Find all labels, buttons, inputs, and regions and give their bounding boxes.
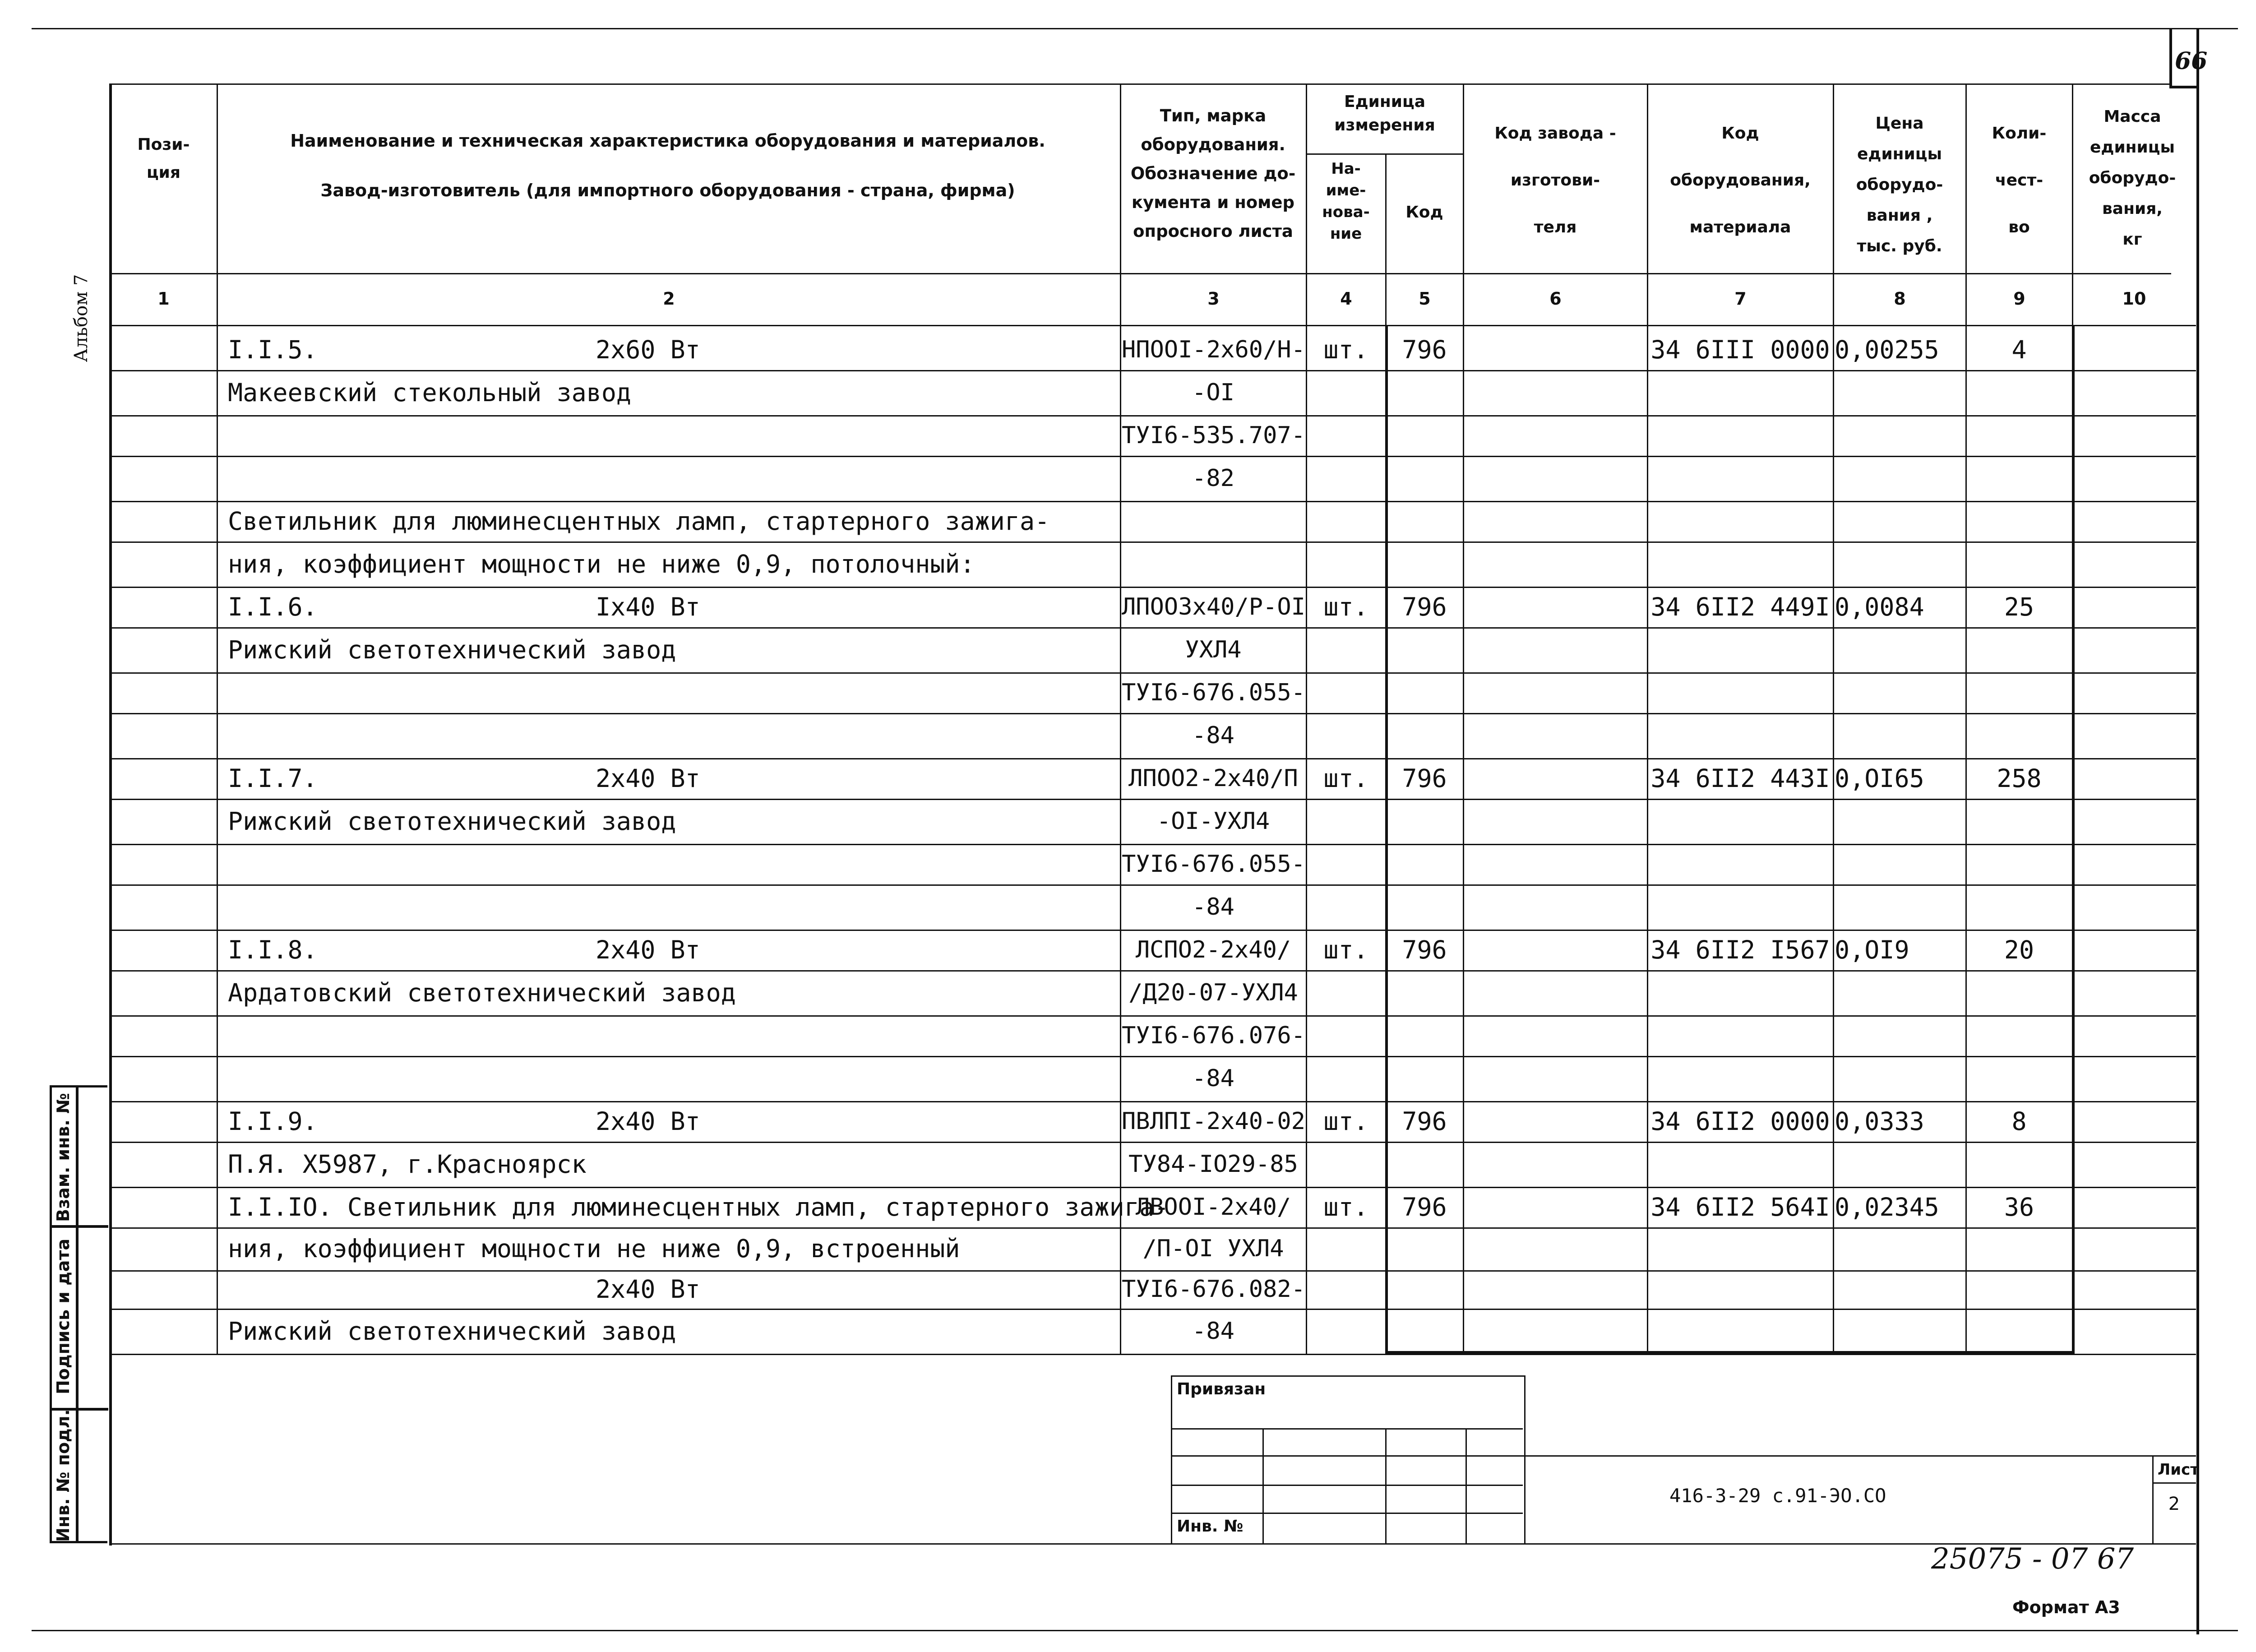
stamp-line-2 [1171,1455,1523,1457]
row-16-c2: Ардатовский светотехнический завод [228,978,736,1007]
stamp-line-1 [1171,1428,1523,1430]
row-3-c3: ТУI6-535.707- [1122,421,1305,449]
row-15-c8: 0,OI9 [1835,935,1909,964]
row-19-c9: 8 [2011,1106,2027,1136]
table-bottom-line [109,1354,2196,1355]
stamp-vline-1 [1262,1428,1264,1543]
row-2-c3: -OI [1192,379,1234,406]
table-top-line [109,83,2171,85]
row-11-c2b: 2х40 Вт [596,764,700,793]
header-unit-code: Код [1405,203,1443,222]
row-24-c2: Рижский светотехнический завод [228,1316,676,1346]
col-line-5 [1463,83,1464,1354]
title-block-line [1523,1455,2196,1457]
row-23-c2b: 2х40 Вт [596,1275,700,1304]
col-number-1: 1 [157,289,170,309]
row-15-c4: шт. [1323,935,1368,964]
stamp-line-4 [1171,1513,1523,1514]
stamp-vline-2 [1385,1428,1387,1543]
header-mass: Масса единицы оборудо- вания, кг [2089,107,2176,249]
col-number-2: 2 [663,289,675,309]
side-signature-date: Подпись и дата [53,1238,73,1394]
col-line-1 [217,83,218,1354]
row-23-c3: ТУI6-676.082- [1122,1276,1305,1303]
header-equipment-code: Код оборудования, материала [1670,124,1811,236]
row-1-c9: 4 [2011,335,2027,364]
paper-format: Формат А3 [2012,1597,2120,1617]
col-number-8: 8 [1894,289,1906,309]
row-14-c3: -84 [1192,893,1234,921]
row-24-c3: -84 [1192,1317,1234,1345]
row-4-c3: -82 [1192,464,1234,492]
row-15-c3: ЛСПО2-2х40/ [1135,936,1291,963]
stamp-vline-3 [1465,1428,1467,1543]
row-7-c3: ЛПОО3х40/Р-OI [1122,593,1305,620]
row-11-c4: шт. [1323,764,1368,793]
row-19-c4: шт. [1323,1106,1368,1136]
stamp-line-3 [1171,1485,1523,1486]
row-7-c8: 0,0084 [1835,592,1924,621]
sheet-number: 66 [2175,47,2208,75]
row-12-c2: Рижский светотехнический завод [228,806,676,836]
row-18-c3: -84 [1192,1064,1234,1092]
row-17-c3: ТУI6-676.076- [1122,1022,1305,1049]
row-11-c8: 0,OI65 [1835,764,1924,793]
col-numbers-bottom-line [109,325,2196,326]
col-number-7: 7 [1734,289,1747,309]
handwritten-number: 25075 - 07 67 [1931,1542,2134,1576]
row-21-c2: I.I.IO. Светильник для люминесцентных ламп, стартерного зажига- [228,1192,1170,1222]
sheet-number-box-bottom [2169,86,2199,88]
header-plant-code: Код завода - изготови- теля [1494,124,1616,236]
row-8-c2: Рижский светотехнический завод [228,635,676,664]
row-1-c3: НПООI-2х60/Н- [1122,336,1305,363]
row-11-c9: 258 [1997,764,2042,793]
thick-block-right [2072,325,2075,1354]
bound-label: Привязан [1177,1380,1266,1398]
row-15-c7: 34 6II2 I567 [1650,935,1830,964]
row-20-c2: П.Я. Х5987, г.Красноярск [228,1149,587,1179]
right-border [2196,28,2199,1634]
sheet-label: Лист [2158,1461,2199,1479]
row-1-c2b: 2х60 Вт [596,335,700,364]
sheet-value: 2 [2168,1494,2180,1514]
col-line-6 [1647,83,1648,1354]
row-11-c3: ЛПОО2-2х40/П [1128,764,1298,792]
side-stamp-divider [76,1085,79,1543]
header-price: Цена единицы оборудо- вания , тыс. руб. [1856,114,1943,255]
row-10-c3: -84 [1192,722,1234,749]
row-11-c5: 796 [1402,764,1447,793]
header-bottom-line [109,273,2171,274]
col-number-4: 4 [1340,289,1352,309]
bottom-border [32,1630,2238,1631]
row-1-c8: 0,00255 [1835,335,1939,364]
row-1-c2: I.I.5. [228,335,318,364]
row-19-c2: I.I.9. [228,1106,318,1136]
row-11-c7: 34 6II2 443I [1650,764,1830,793]
header-unit-name: На- име- нова- ние [1322,160,1370,243]
top-border [32,28,2238,29]
col-number-5: 5 [1419,289,1431,309]
header-quantity: Коли- чест- во [1992,124,2047,236]
row-13-c3: ТУI6-676.055- [1122,850,1305,878]
unit-subheader-line [1306,153,1463,155]
sheet-number-box-left [2169,28,2172,86]
row-21-c3: ЛВООI-2х40/ [1135,1193,1291,1221]
header-unit: Единица измерения [1334,93,1435,134]
thick-block-bottom [1385,1351,2075,1354]
row-15-c9: 20 [2004,935,2034,964]
row-5-c2: Светильник для люминесцентных ламп, стартерного зажига- [228,506,1050,536]
row-15-c2b: 2х40 Вт [596,935,700,964]
row-7-c5: 796 [1402,592,1447,621]
row-19-c8: 0,0333 [1835,1106,1924,1136]
row-21-c8: 0,02345 [1835,1192,1939,1222]
header-position: Пози- ция [137,135,190,182]
col-number-3: 3 [1207,289,1220,309]
row-7-c9: 25 [2004,592,2034,621]
row-7-c4: шт. [1323,592,1368,621]
col-line-7 [1833,83,1834,1354]
col-line-3 [1306,83,1307,1354]
album-label: Альбом 7 [71,274,92,362]
row-8-c3: УХЛ4 [1185,636,1242,663]
row-6-c2: ния, коэффициент мощности не ниже 0,9, потолочный: [228,549,975,578]
document-code: 416-3-29 с.91-ЭО.СО [1669,1485,1886,1507]
row-11-c2: I.I.7. [228,764,318,793]
row-7-c2: I.I.6. [228,592,318,621]
row-22-c2: ния, коэффициент мощности не ниже 0,9, встроенный [228,1234,960,1263]
header-type: Тип, марка оборудования. Обозначение до- кумента и номер опросного листа [1130,106,1296,241]
row-19-c7: 34 6II2 0000 [1650,1106,1830,1136]
side-inventory-original: Инв. № подл. [53,1409,73,1542]
row-7-c2b: Iх40 Вт [596,592,700,621]
row-19-c3: ПВЛПI-2х40-02 [1122,1107,1305,1135]
col-line-8 [1965,83,1967,1354]
side-replace-inventory: Взам. инв. № [53,1093,73,1222]
row-19-c5: 796 [1402,1106,1447,1136]
row-19-c2b: 2х40 Вт [596,1106,700,1136]
row-21-c9: 36 [2004,1192,2034,1222]
stamp-bottom-line [109,1543,2196,1545]
row-2-c2: Макеевский стекольный завод [228,378,632,407]
row-9-c3: ТУI6-676.055- [1122,679,1305,706]
row-21-c5: 796 [1402,1192,1447,1222]
row-1-c4: шт. [1323,335,1368,364]
row-22-c3: /П-OI УХЛ4 [1142,1235,1284,1262]
row-1-c5: 796 [1402,335,1447,364]
row-7-c7: 34 6II2 449I [1650,592,1830,621]
sheet-box-mid [2152,1482,2196,1484]
row-15-c2: I.I.8. [228,935,318,964]
row-21-c4: шт. [1323,1192,1368,1222]
row-16-c3: /Д20-07-УХЛ4 [1128,979,1298,1006]
col-number-9: 9 [2013,289,2025,309]
row-1-c7: 34 6III 0000 [1650,335,1830,364]
row-12-c3: -OI-УХЛ4 [1156,807,1270,835]
col-line-2 [1120,83,1121,1354]
row-21-c7: 34 6II2 564I [1650,1192,1830,1222]
inventory-label: Инв. № [1177,1517,1244,1536]
row-15-c5: 796 [1402,935,1447,964]
col-number-10: 10 [2122,289,2146,309]
header-name: Наименование и техническая характеристика оборудования и материалов. Завод-изготовитель (для импортного оборудования - страна, фирма) [290,131,1045,200]
row-20-c3: ТУ84-IO29-85 [1128,1150,1298,1178]
col-number-6: 6 [1549,289,1562,309]
